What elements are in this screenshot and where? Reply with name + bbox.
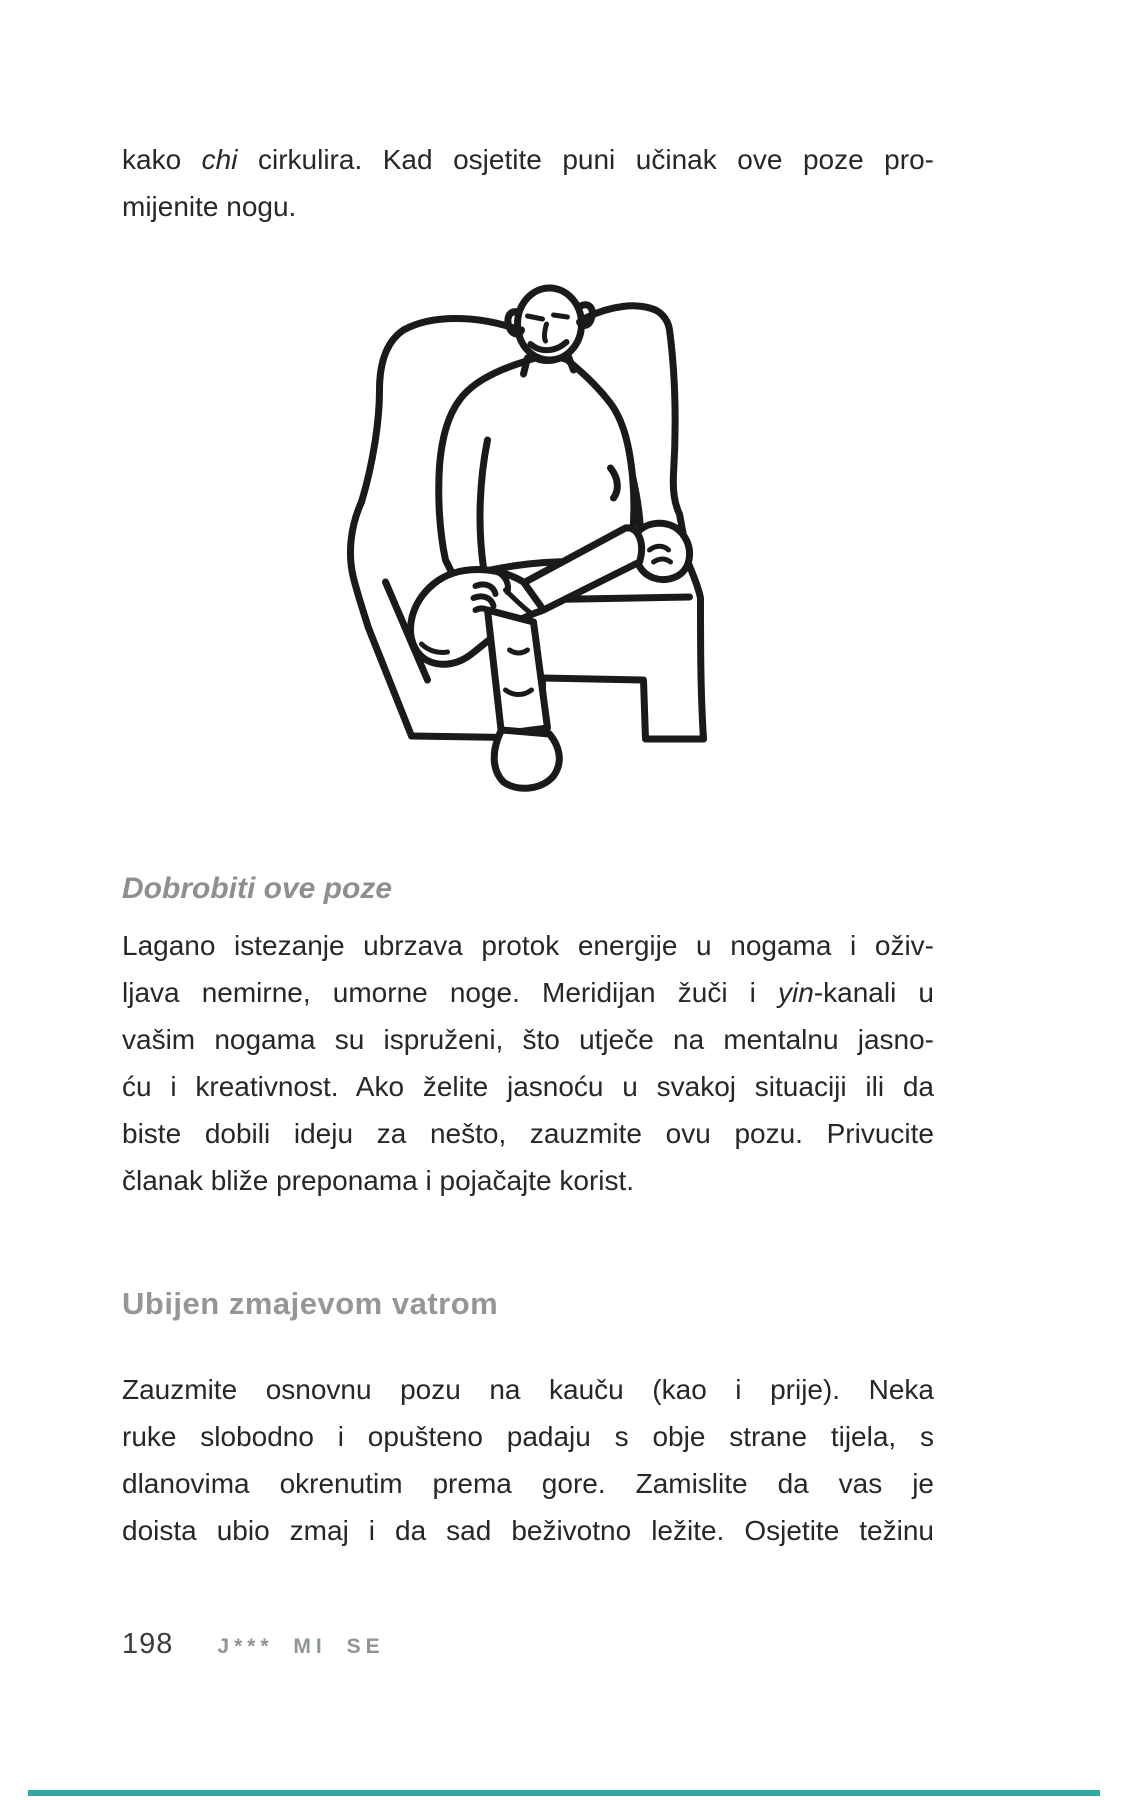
text-line: članak bliže preponama i pojačajte korist.: [122, 1165, 635, 1196]
text-line: ću i kreativnost. Ako želite jasnoću u svakoj situaciji ili da: [122, 1071, 934, 1102]
page-bottom-accent: [28, 1790, 1100, 1796]
text-line: kako chi cirkulira. Kad osjetite puni učinak ove poze pro-: [122, 144, 934, 175]
armchair-pose-illustration: [335, 250, 810, 795]
benefits-paragraph: [122, 922, 934, 1204]
text-line: Lagano istezanje ubrzava protok energije u nogama i oživ-: [122, 930, 934, 961]
text-line: ljava nemirne, umorne noge. Meridijan žuči i yin-kanali u: [122, 977, 934, 1008]
text-line: ruke slobodno i opušteno padaju s obje strane tijela, s: [122, 1421, 934, 1452]
page-footer: [122, 1628, 385, 1661]
text-line: doista ubio zmaj i da sad beživotno ležite. Osjetite težinu: [122, 1515, 934, 1546]
running-title: J*** MI SE: [217, 1635, 385, 1658]
text-line: mijenite nogu.: [122, 191, 297, 222]
dragon-paragraph: [122, 1366, 934, 1554]
benefits-heading: Dobrobiti ove poze: [122, 872, 392, 905]
sketch-svg: [335, 250, 810, 795]
text-line: dlanovima okrenutim prema gore. Zamislite da vas je: [122, 1468, 934, 1499]
text-line: biste dobili ideju za nešto, zauzmite ovu pozu. Privucite: [122, 1118, 934, 1149]
text-line: vašim nogama su ispruženi, što utječe na mentalnu jasno-: [122, 1024, 934, 1055]
intro-paragraph: [122, 136, 934, 230]
page-number: 198: [122, 1628, 174, 1660]
text-line: Zauzmite osnovnu pozu na kauču (kao i prije). Neka: [122, 1374, 934, 1405]
dragon-heading: Ubijen zmajevom vatrom: [122, 1286, 499, 1321]
